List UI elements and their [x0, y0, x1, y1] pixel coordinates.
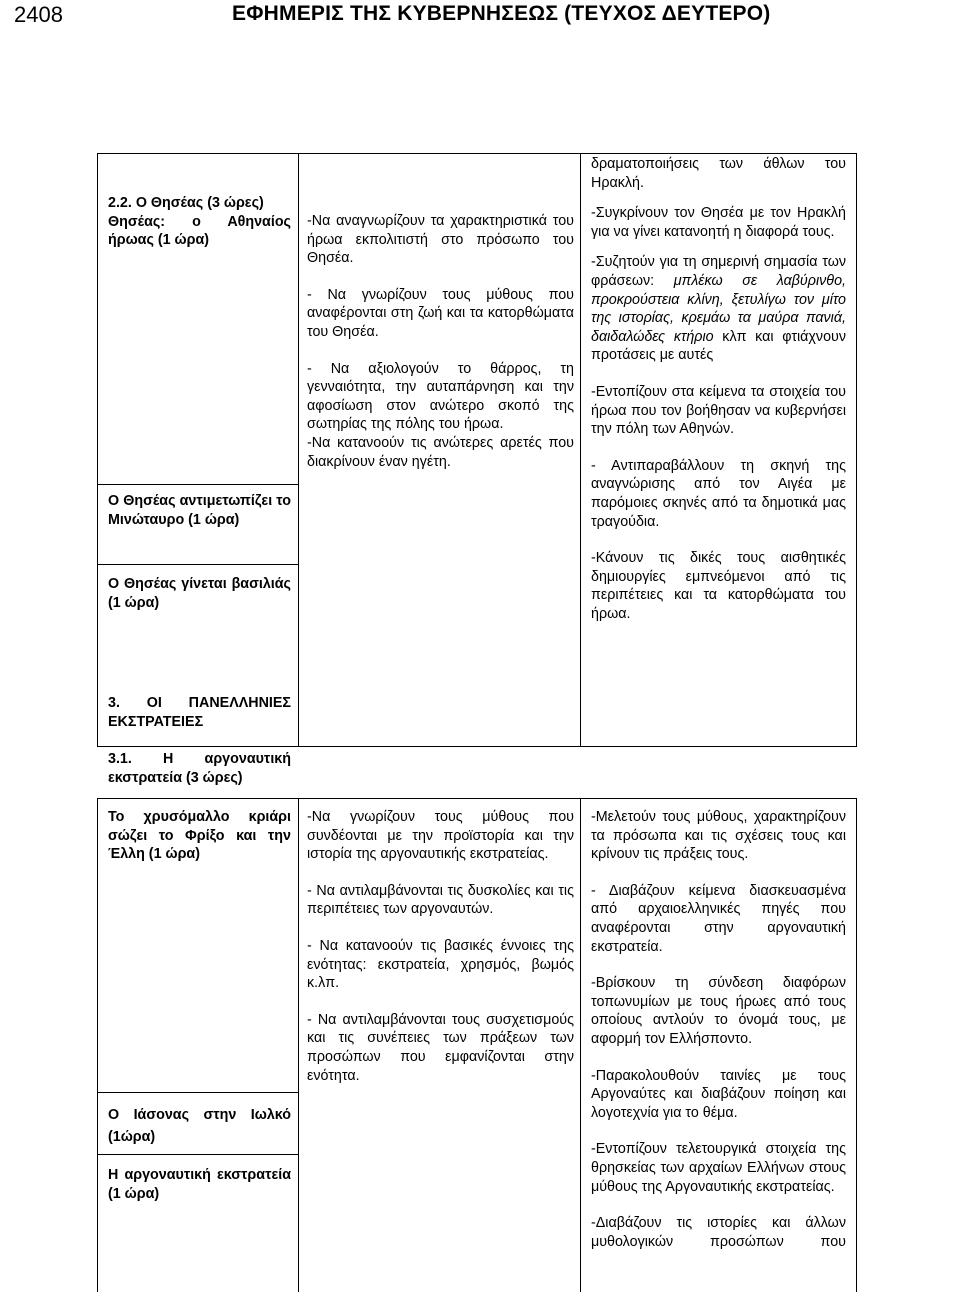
s1-col1-low: [108, 575, 291, 612]
goal-understand-concepts: - Να κατανοούν τις βασικές έννοιες της ενότητας: εκστρατεία, χρησμός, βωμός κ.λπ.: [307, 937, 574, 992]
section-heading-panhellenic: 3. ΟΙ ΠΑΝΕΛΛΗΝΙΕΣ ΕΚΣΤΡΑΤΕΙΕΣ: [108, 695, 291, 730]
table2-row-line-2: [97, 1154, 298, 1155]
activity-locate: -Εντοπίζουν στα κείμενα τα στοιχεία του ήρωα που τον βοήθησαν να κυβερνήσει την πόλη των Αθηνών.: [591, 383, 846, 438]
topic-theseus-king: Ο Θησέας γίνεται βασιλιάς (1 ώρα): [108, 576, 291, 611]
activity-phrases-list: μπλέκω σε λαβύρινθο, προκρούστεια κλίνη, ξετυλίγω τον μίτο της ιστορίας, κρεμάω τα μαύρα πανιά, δαιδαλώδες κτήριο: [591, 272, 846, 345]
activity-phrases-end: κλπ και φτιάχνουν προτάσεις με αυτές: [591, 328, 846, 364]
gazette-title: ΕΦΗΜΕΡΙΣ ΤΗΣ ΚΥΒΕΡΝΗΣΕΩΣ (ΤΕΥΧΟΣ ΔΕΥΤΕΡΟ): [232, 2, 771, 25]
activity-phrases-intro: -Συζητούν για τη σημερινή σημασία των φράσεων:: [591, 254, 846, 289]
activity-dramatize: δραματοποιήσεις των άθλων του Ηρακλή.: [591, 156, 846, 191]
goal-understand-virtues: -Να κατανοούν τις ανώτερες αρετές που διακρίνουν έναν ηγέτη.: [307, 434, 574, 470]
table2-right-border: [856, 798, 857, 1292]
s1-col1-mid: [108, 492, 291, 529]
table1-top-border: [97, 153, 857, 154]
topic-theseus-minotaur: Ο Θησέας αντιμετωπίζει το Μινώταυρο (1 ώρα): [108, 493, 291, 528]
s2-col1-mid: [108, 1104, 291, 1148]
s2-col2: [307, 808, 574, 1085]
s2-col3: [591, 808, 846, 1251]
goal-evaluate-courage: - Να αξιολογούν το θάρρος, τη γενναιότητα, την αυταπάρνηση και την αφοσίωση στον ανώτερο σκοπό της σωτηρίας της πόλης του ήρωα.: [307, 360, 574, 433]
table1-left-border: [97, 153, 98, 747]
section-heading-argonauts: 3.1. Η αργοναυτική εκστρατεία (3 ώρες): [108, 751, 291, 786]
table1-bottom-border: [97, 746, 857, 747]
page-number: 2408: [14, 2, 63, 27]
s1-col1-bottom: [108, 694, 291, 731]
topic-golden-ram: Το χρυσόμαλλο κριάρι σώζει το Φρίξο και την Έλλη (1 ώρα): [108, 809, 291, 863]
section-heading-theseus: 2.2. Ο Θησέας (3 ώρες): [108, 195, 264, 211]
table1-right-border: [856, 153, 857, 747]
table1-row-line-2: [97, 564, 298, 565]
activity-compare: -Συγκρίνουν τον Θησέα με τον Ηρακλή για να γίνει κατανοητή η διαφορά τους.: [591, 205, 846, 240]
activity-watch-films: -Παρακολουθούν ταινίες με τους Αργοναύτες και διαβάζουν ποίηση και λογοτεχνία για το θέμα.: [591, 1067, 846, 1121]
topic-jason-iolcus: Ο Ιάσονας στην Ιωλκό (1ώρα): [108, 1107, 291, 1145]
table1-col-divider-1: [298, 153, 299, 747]
table2-row-line-1: [97, 1092, 298, 1093]
goal-know-argonaut-myths: -Να γνωρίζουν τους μύθους που συνδέονται με την προϊστορία και την ιστορία της αργοναυτικής εκστρατείας.: [307, 809, 574, 863]
activity-study-myths: -Μελετούν τους μύθους, χαρακτηρίζουν τα πρόσωπα και τις σχέσεις τους και κρίνουν τις πράξεις τους.: [591, 809, 846, 863]
s2-col1-low: [108, 1166, 291, 1203]
activity-read-texts: - Διαβάζουν κείμενα διασκευασμένα από αρχαιοελληνικές πηγές που αναφέρονται στην αργοναυτική εκστρατεία.: [591, 882, 846, 955]
activity-contrast: - Αντιπαραβάλλουν τη σκηνή της αναγνώρισης από τον Αιγέα με παρόμοιες σκηνές από τα δημοτικά μας τραγούδια.: [591, 457, 846, 530]
s1-col1-top: [108, 194, 291, 250]
s1-col3: [591, 155, 846, 623]
activity-place-names: -Βρίσκουν τη σύνδεση διαφόρων τοπωνυμίων με τους ήρωες από τους οποίους αντλούν το όνομά τους, με αφορμή τον Ελλήσποντο.: [591, 975, 846, 1047]
table1-col-divider-2: [580, 153, 581, 747]
topic-argonaut-expedition: Η αργοναυτική εκστρατεία (1 ώρα): [108, 1167, 291, 1202]
goal-perceive-correlations: - Να αντιλαμβάνονται τους συσχετισμούς και τις συνέπειες των πράξεων των προσώπων που εμφανίζονται στην ενότητα.: [307, 1011, 574, 1084]
table2-col-divider-2: [580, 798, 581, 1292]
table1-row-line-1: [97, 484, 298, 485]
topic-theseus-hero: Θησέας: ο Αθηναίος ήρωας (1 ώρα): [108, 213, 291, 249]
s2-col1-top: [108, 808, 291, 864]
activity-ritual-elements: -Εντοπίζουν τελετουργικά στοιχεία της θρησκείας των αρχαίων Ελλήνων στους μύθους της Αργοναυτικής εκστρατείας.: [591, 1141, 846, 1195]
table2-col-divider-1: [298, 798, 299, 1292]
table2-top-border: [97, 798, 857, 799]
table2-left-border: [97, 798, 98, 1292]
goal-perceive-difficulties: - Να αντιλαμβάνονται τις δυσκολίες και τις περιπέτειες των αργοναυτών.: [307, 882, 574, 918]
activity-phrases: [591, 253, 846, 365]
goal-know-myths: - Να γνωρίζουν τους μύθους που αναφέρονται στη ζωή και τα κατορθώματα του Θησέα.: [307, 286, 574, 340]
s1-col2: [307, 212, 574, 471]
activity-read-stories: -Διαβάζουν τις ιστορίες και άλλων μυθολογικών προσώπων που: [591, 1215, 846, 1250]
argonaut-heading: [108, 750, 291, 787]
activity-create: -Κάνουν τις δικές τους αισθητικές δημιουργίες εμπνεόμενοι από τις περιπέτειες και τα κατορθώματα του ήρωα.: [591, 550, 846, 622]
goal-recognize-traits: -Να αναγνωρίζουν τα χαρακτηριστικά του ήρωα εκπολιτιστή στο πρόσωπο του Θησέα.: [307, 213, 574, 267]
